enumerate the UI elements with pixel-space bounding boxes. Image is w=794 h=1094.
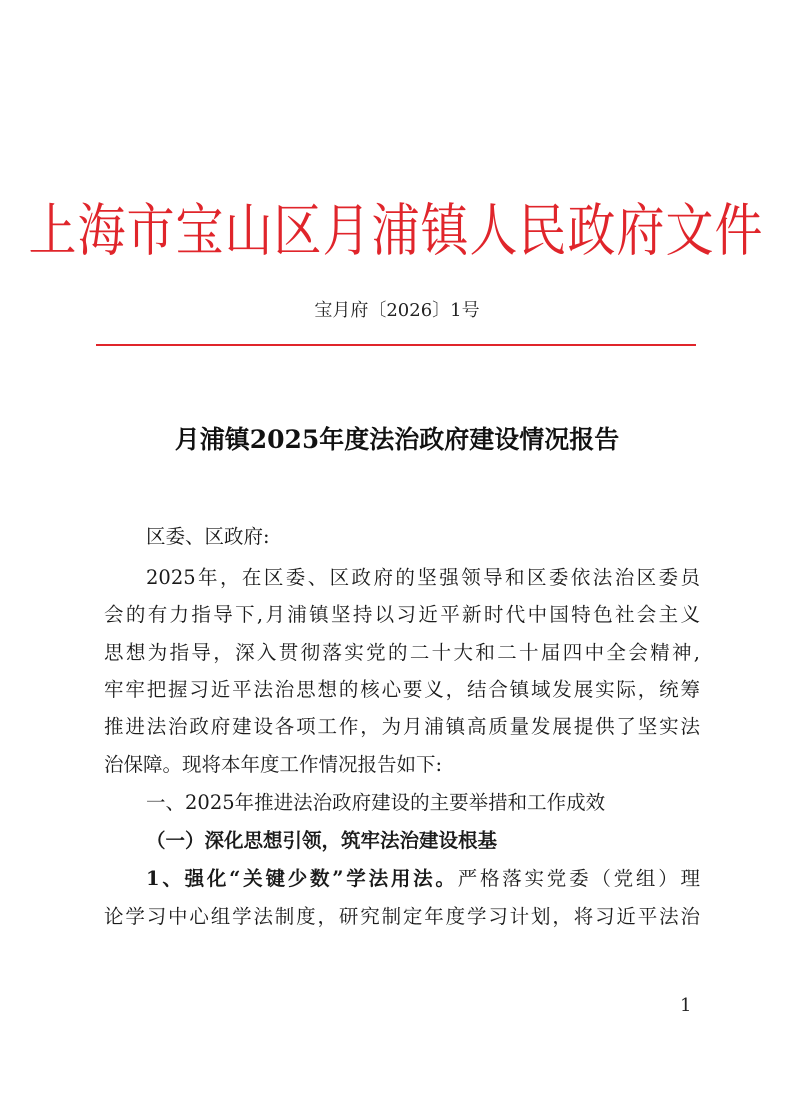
intro-line-3: 思想为指导，深入贯彻落实党的二十大和二十届四中全会精神,: [104, 641, 700, 664]
subsection-heading-1: （一）深化思想引领，筑牢法治建设根基: [146, 829, 498, 852]
report-title: 月浦镇2025年度法治政府建设情况报告: [174, 425, 620, 454]
intro-line-1: 2025年，在区委、区政府的坚强领导和区委依法治区委员: [146, 566, 700, 589]
item-1-text: 严格落实党委（党组）理: [457, 867, 700, 890]
document-header-title: 上海市宝山区月浦镇人民政府文件: [28, 197, 764, 264]
item-1-lead: 1、强化“关键少数”学法用法。: [146, 867, 458, 890]
intro-line-2: 会的有力指导下,月浦镇坚持以习近平新时代中国特色社会主义: [104, 603, 700, 626]
page-number: 1: [680, 995, 692, 1016]
item-1-line-2: 论学习中心组学法制度，研究制定年度学习计划，将习近平法治: [104, 905, 700, 928]
red-divider-line: [96, 344, 696, 346]
intro-line-4: 牢牢把握习近平法治思想的核心要义，结合镇域发展实际，统筹: [104, 678, 700, 701]
intro-line-6: 治保障。现将本年度工作情况报告如下:: [104, 753, 443, 776]
intro-line-5: 推进法治政府建设各项工作，为月浦镇高质量发展提供了坚实法: [104, 715, 700, 738]
document-number: 宝月府〔2026〕1号: [314, 300, 480, 321]
section-heading-1: 一、2025年推进法治政府建设的主要举措和工作成效: [146, 791, 606, 814]
item-1-line-1: [146, 864, 700, 894]
salutation: 区委、区政府:: [146, 525, 270, 548]
